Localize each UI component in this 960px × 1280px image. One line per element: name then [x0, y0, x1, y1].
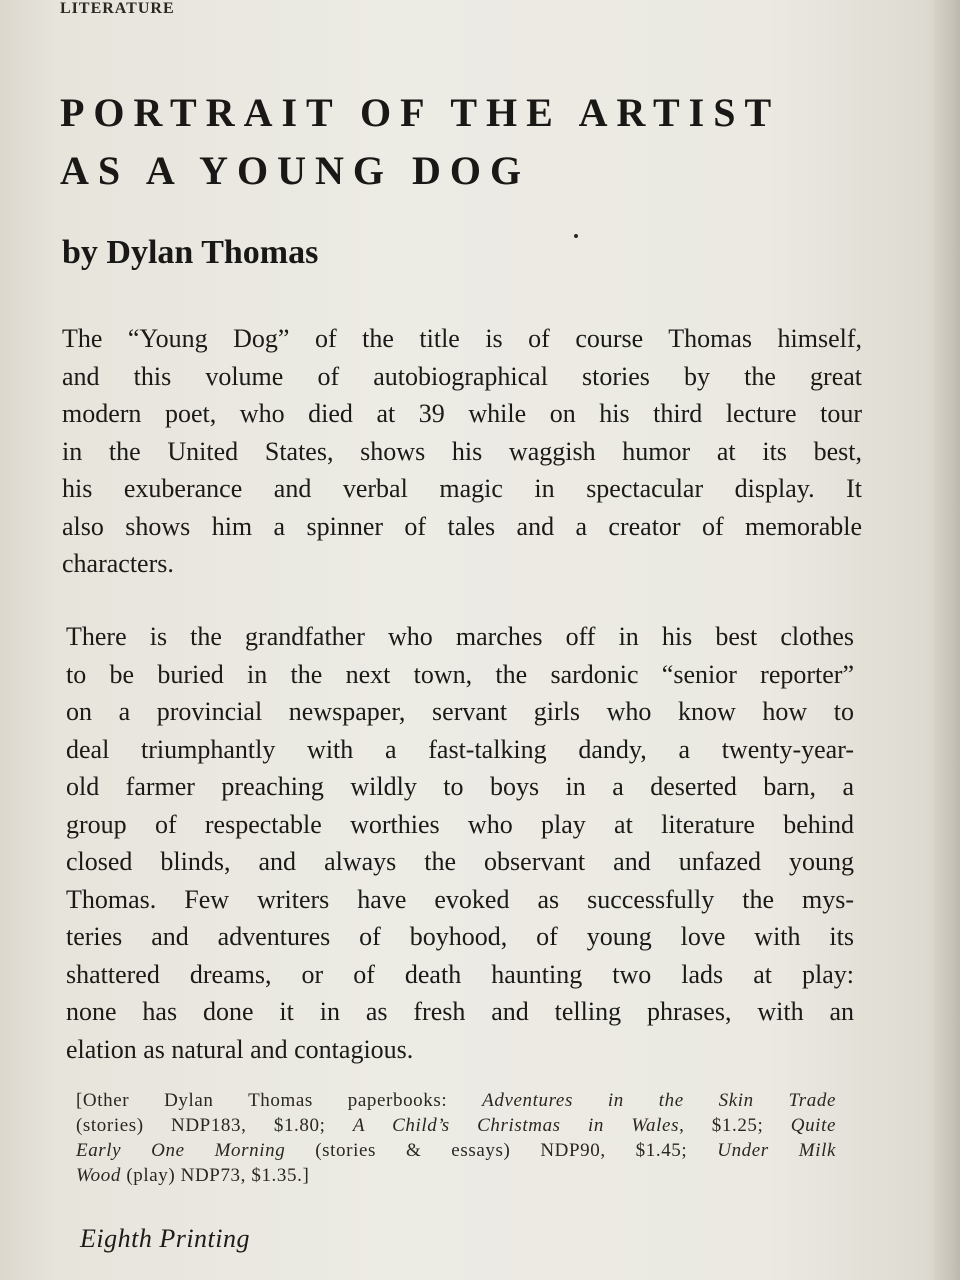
book-title-italic: Quite: [790, 1115, 836, 1136]
paragraph-line: also shows him a spinner of tales and a creator of memorable: [62, 511, 862, 541]
note-text: (play) NDP73, $1.35.]: [120, 1165, 310, 1186]
book-title-italic: Under Milk: [717, 1140, 836, 1161]
book-title: [60, 84, 880, 200]
note-text: (stories) NDP183, $1.80;: [76, 1115, 353, 1136]
note-line-2: [76, 1113, 836, 1138]
note-line-4: [76, 1163, 836, 1188]
title-line-1: PORTRAIT OF THE ARTIST: [60, 90, 781, 135]
note-line-1: [76, 1088, 836, 1113]
paragraph-line: Thomas. Few writers have evoked as successfully the mys-: [66, 884, 854, 914]
paragraph-line: elation as natural and contagious.: [66, 1034, 414, 1064]
paragraph-line: none has done it in as fresh and telling phrases, with an: [66, 997, 854, 1026]
paragraph-line: on a provincial newspaper, servant girls who know how to: [66, 697, 854, 726]
paragraph-line: modern poet, who died at 39 while on his third lecture tour: [62, 399, 862, 428]
ink-speck: [574, 234, 578, 238]
other-books-note: [76, 1088, 836, 1188]
note-text: , $1.25;: [679, 1115, 791, 1136]
paragraph-line: to be buried in the next town, the sardonic “senior reporter”: [66, 659, 854, 689]
paragraph-line: closed blinds, and always the observant and unfazed young: [66, 847, 854, 876]
description-paragraph-1: [62, 320, 862, 583]
paragraph-line: characters.: [62, 549, 174, 578]
category-label: LITERATURE: [60, 0, 175, 17]
paragraph-line: shattered dreams, or of death haunting two lads at play:: [66, 959, 854, 989]
book-title-italic: Wood: [76, 1165, 121, 1186]
description-paragraph-2: [66, 618, 854, 1068]
note-text: [Other Dylan Thomas paperbooks:: [76, 1090, 483, 1111]
book-title-italic: Early One Morning: [76, 1140, 286, 1161]
paragraph-line: old farmer preaching wildly to boys in a deserted barn, a: [66, 772, 854, 801]
paragraph-line: deal triumphantly with a fast-talking dandy, a twenty-year-: [66, 734, 854, 764]
page-edge: [934, 0, 960, 1280]
paragraph-line: his exuberance and verbal magic in spectacular display. It: [62, 474, 862, 503]
book-title-italic: A Child’s Christmas in Wales: [352, 1115, 680, 1136]
paragraph-line: group of respectable worthies who play at literature behind: [66, 809, 854, 839]
paragraph-line: teries and adventures of boyhood, of young love with its: [66, 922, 854, 951]
paragraph-line: There is the grandfather who marches off in his best clothes: [66, 622, 854, 651]
title-line-2: AS A YOUNG DOG: [60, 148, 531, 193]
author-byline: by Dylan Thomas: [62, 234, 319, 271]
paragraph-line: and this volume of autobiographical stories by the great: [62, 361, 862, 391]
paragraph-line: in the United States, shows his waggish humor at its best,: [62, 436, 862, 466]
paragraph-line: The “Young Dog” of the title is of course Thomas himself,: [62, 324, 862, 353]
book-title-italic: Adventures in the Skin Trade: [482, 1090, 836, 1111]
note-text: (stories & essays) NDP90, $1.45;: [285, 1140, 718, 1161]
note-line-3: [76, 1138, 836, 1163]
printing-edition: Eighth Printing: [80, 1224, 250, 1253]
